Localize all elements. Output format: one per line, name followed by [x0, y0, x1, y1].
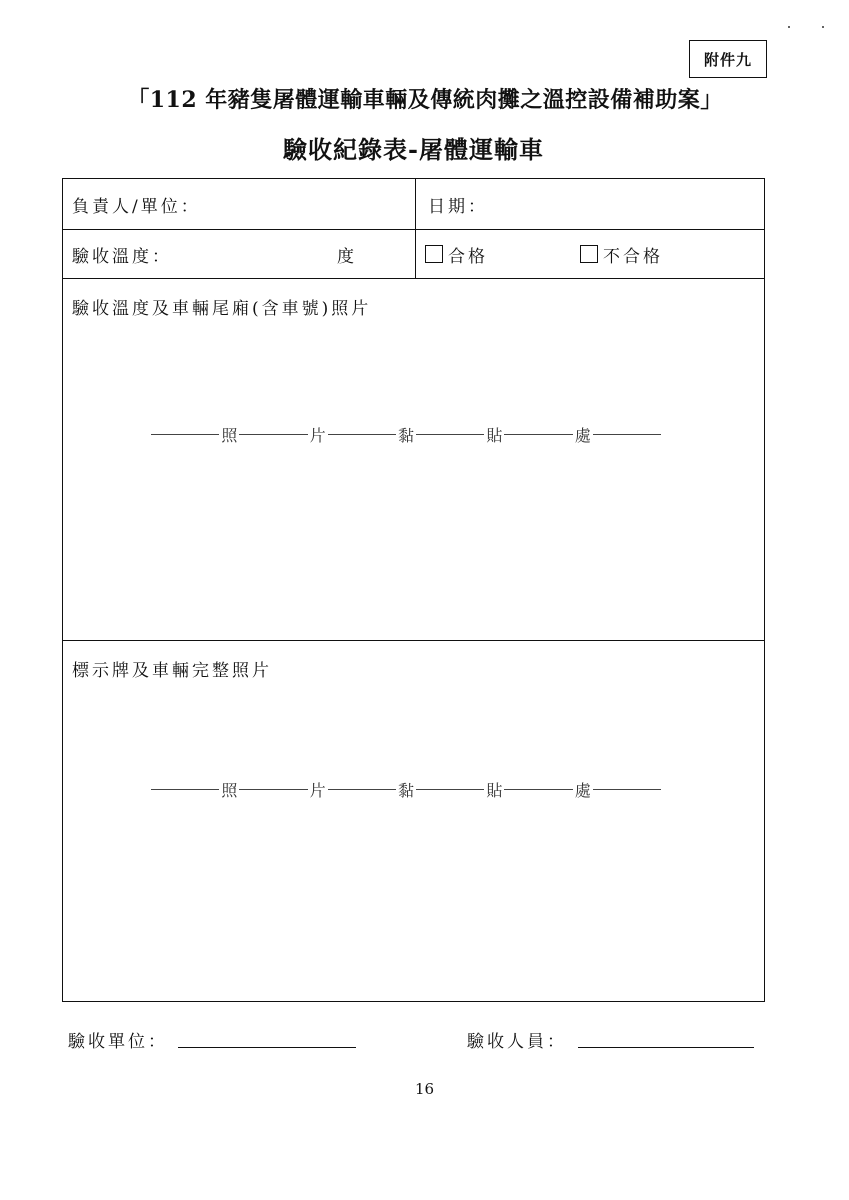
scan-speck [822, 26, 824, 28]
temperature-label: 驗收溫度： [72, 247, 172, 267]
section-label-signboard-photo: 標示牌及車輛完整照片 [72, 661, 272, 681]
photo-placeholder-1[interactable]: 照 片 黏 貼 處 [151, 422, 661, 446]
page-number: 16 [414, 1080, 435, 1098]
scan-speck [788, 26, 790, 28]
row-divider [63, 640, 764, 641]
photo-placeholder-2[interactable]: 照 片 黏 貼 處 [151, 777, 661, 801]
column-divider [415, 179, 416, 278]
row-divider [63, 278, 764, 279]
row-divider [63, 229, 764, 230]
fail-checkbox[interactable] [580, 245, 598, 263]
date-label: 日期： [428, 197, 488, 217]
temperature-unit: 度 [337, 247, 357, 267]
inspection-unit-label: 驗收單位： [68, 1032, 168, 1052]
section-label-temperature-photo: 驗收溫度及車輛尾廂(含車號)照片 [72, 299, 372, 319]
pass-checkbox[interactable] [425, 245, 443, 263]
inspector-label: 驗收人員： [467, 1032, 567, 1052]
responsible-unit-label: 負責人/單位： [72, 197, 201, 217]
document-subtitle: 驗收紀錄表-屠體運輸車 [283, 135, 544, 164]
fail-label: 不合格 [603, 247, 663, 267]
inspector-signature-line[interactable] [578, 1047, 754, 1048]
attachment-label: 附件九 [689, 40, 767, 78]
inspection-unit-signature-line[interactable] [178, 1047, 356, 1048]
document-title: 「112 年豬隻屠體運輸車輛及傳統肉攤之溫控設備補助案」 [127, 87, 723, 113]
acceptance-form-table [62, 178, 765, 1002]
pass-label: 合格 [448, 247, 488, 267]
